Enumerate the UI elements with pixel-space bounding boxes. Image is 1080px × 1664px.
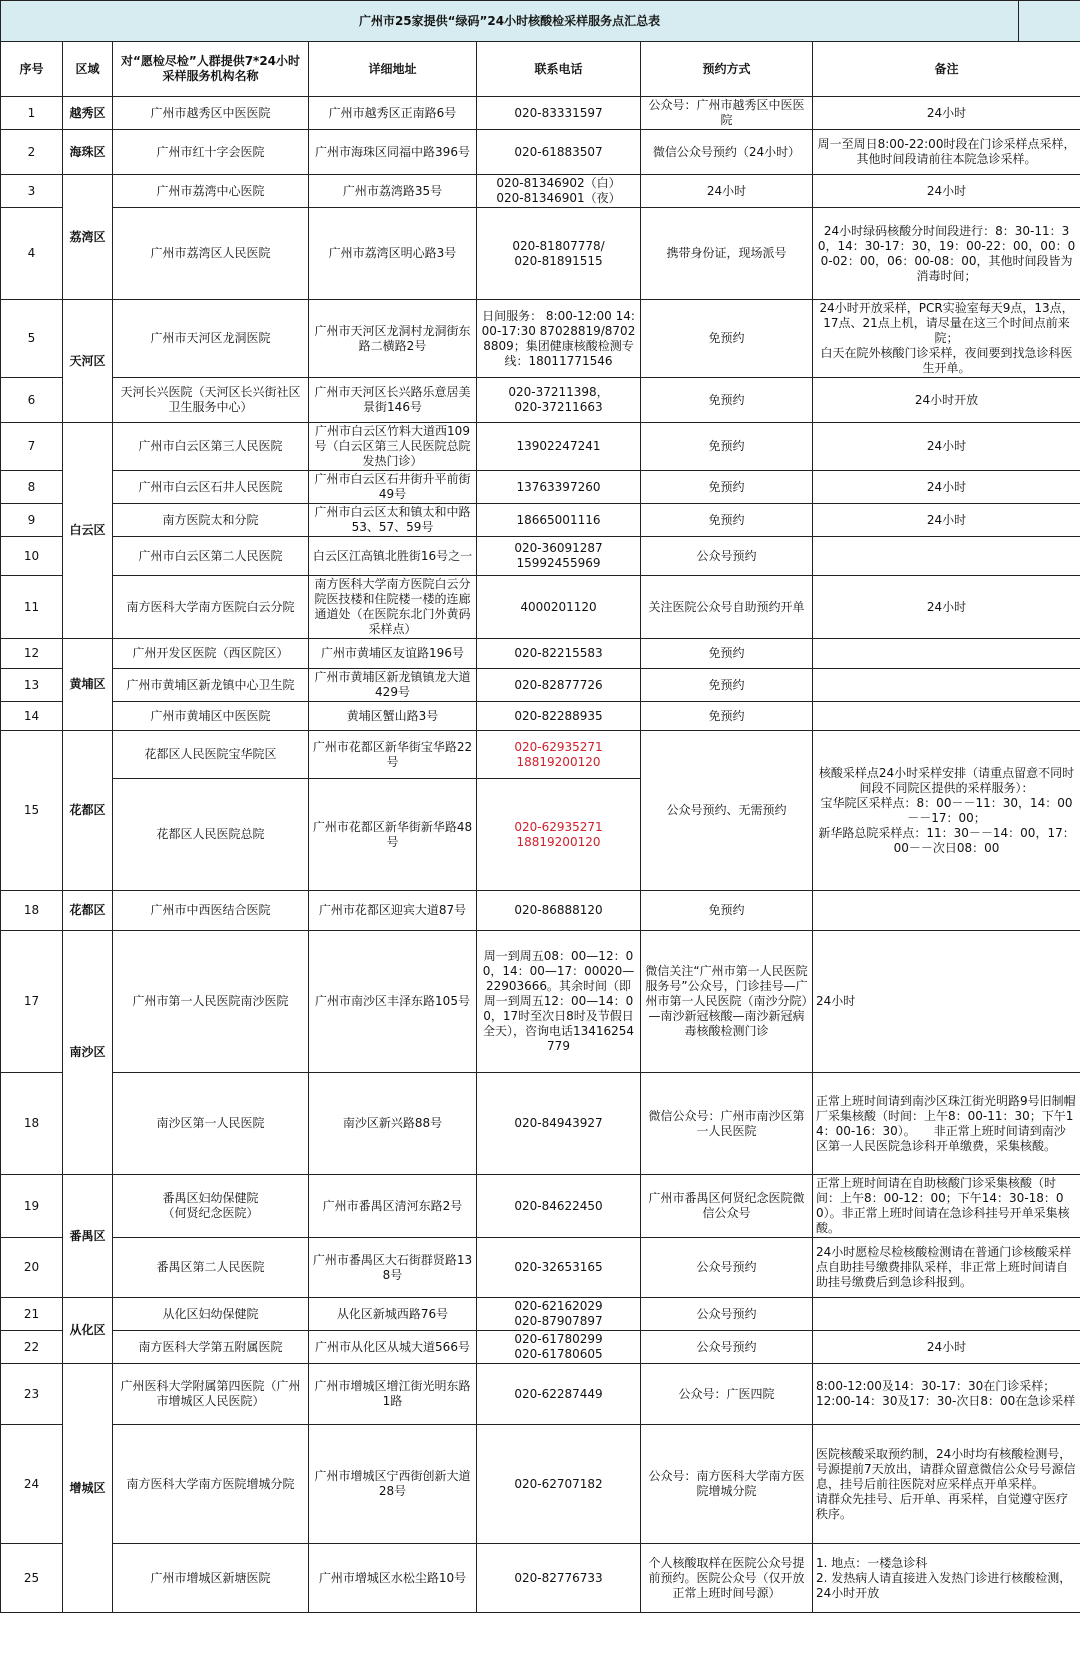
- institution-name-cell: 番禺区妇幼保健院 （何贤纪念医院）: [113, 1175, 309, 1238]
- table-row: [1, 423, 1080, 471]
- region-cell: 荔湾区: [63, 175, 113, 300]
- address-cell: 广州市越秀区正南路6号: [309, 97, 477, 130]
- title-blank-cell: [1019, 1, 1080, 42]
- booking-method-cell: 微信公众号预约（24小时）: [641, 130, 813, 175]
- address-cell: 白云区江高镇北胜街16号之一: [309, 537, 477, 576]
- booking-method-cell: 免预约: [641, 702, 813, 731]
- institution-name-cell: 南方医院太和分院: [113, 504, 309, 537]
- row-number-cell: 10: [1, 537, 63, 576]
- row-number-cell: 13: [1, 669, 63, 702]
- note-cell: [813, 891, 1080, 931]
- booking-method-cell: 公众号：广医四院: [641, 1364, 813, 1425]
- row-number-cell: 9: [1, 504, 63, 537]
- table-row: [1, 1073, 1080, 1175]
- phone-cell: 周一到周五08：00—12：00，14：00—17：00020—22903666。其余时间（即周一到周五12：00—14：00，17时至次日8时及节假日全天），咨询电话13416254779: [477, 931, 641, 1073]
- row-number-cell: 21: [1, 1298, 63, 1331]
- institution-name-cell: 广州市第一人民医院南沙医院: [113, 931, 309, 1073]
- header-no: 序号: [1, 42, 63, 97]
- row-number-cell: 18: [1, 891, 63, 931]
- booking-method-cell: 免预约: [641, 378, 813, 423]
- phone-cell: 020-82215583: [477, 639, 641, 669]
- header-phone: 联系电话: [477, 42, 641, 97]
- note-cell: 正常上班时间请到南沙区珠江街光明路9号旧制帽厂采集核酸（时间：上午8：00-11：30；下午14：00-16：30）。 非正常上班时间请到南沙区第一人民医院急诊科开单缴费，采集核酸。: [813, 1073, 1080, 1175]
- note-cell: 24小时: [813, 931, 1080, 1073]
- institution-name-cell: 广州市越秀区中医医院: [113, 97, 309, 130]
- institution-name-cell: 广州市荔湾中心医院: [113, 175, 309, 208]
- booking-method-cell: 公众号：广州市越秀区中医医院: [641, 97, 813, 130]
- address-cell: 南沙区新兴路88号: [309, 1073, 477, 1175]
- note-cell: 24小时: [813, 471, 1080, 504]
- table-row: [1, 1425, 1080, 1544]
- region-cell: 海珠区: [63, 130, 113, 175]
- address-cell: 广州市白云区竹料大道西109号（白云区第三人民医院总院发热门诊）: [309, 423, 477, 471]
- note-cell: [813, 537, 1080, 576]
- address-cell: 广州市荔湾区明心路3号: [309, 208, 477, 300]
- address-cell: 广州市白云区太和镇太和中路53、57、59号: [309, 504, 477, 537]
- institution-name-cell: 广州市天河区龙洞医院: [113, 300, 309, 378]
- institution-name-cell: 从化区妇幼保健院: [113, 1298, 309, 1331]
- phone-cell: 日间服务： 8:00-12:00 14:00-17:30 87028819/87028809；集团健康核酸检测专线：18011771546: [477, 300, 641, 378]
- note-cell: 核酸采样点24小时采样安排（请重点留意不同时间段不同院区提供的采样服务）： 宝华院区采样点：8：00－－11：30，14：00－－17：00； 新华路总院采样点：11：30－－14：00，17：00－－次日08：00: [813, 731, 1080, 891]
- booking-method-cell: 免预约: [641, 300, 813, 378]
- region-cell: 天河区: [63, 300, 113, 423]
- row-number-cell: 25: [1, 1544, 63, 1613]
- header-address: 详细地址: [309, 42, 477, 97]
- phone-cell: 020-62162029 020-87907897: [477, 1298, 641, 1331]
- note-cell: 24小时: [813, 175, 1080, 208]
- note-cell: 医院核酸采取预约制，24小时均有核酸检测号，号源提前7天放出，请群众留意微信公众号号源信息，挂号后前往医院对应采样点开单采样。 请群众先挂号、后开单、再采样，自觉遵守医疗秩序。: [813, 1425, 1080, 1544]
- institution-name-cell: 南方医科大学南方医院白云分院: [113, 576, 309, 639]
- row-number-cell: 14: [1, 702, 63, 731]
- phone-cell: 4000201120: [477, 576, 641, 639]
- address-cell: 广州市花都区新华街宝华路22号: [309, 731, 477, 779]
- table-row: [1, 504, 1080, 537]
- row-number-cell: 19: [1, 1175, 63, 1238]
- phone-cell: 020-61780299 020-61780605: [477, 1331, 641, 1364]
- institution-name-cell: 广州市白云区第三人民医院: [113, 423, 309, 471]
- table-row: [1, 1331, 1080, 1364]
- institution-name-cell: 广州市红十字会医院: [113, 130, 309, 175]
- page-title: 广州市25家提供“绿码”24小时核酸检采样服务点汇总表: [1, 1, 1019, 42]
- table-row: [1, 1364, 1080, 1425]
- institution-name-cell: 广州市黄埔区新龙镇中心卫生院: [113, 669, 309, 702]
- region-cell: 南沙区: [63, 931, 113, 1175]
- phone-cell: 020-81346902（白） 020-81346901（夜）: [477, 175, 641, 208]
- table-row: [1, 931, 1080, 1073]
- table-row: [1, 669, 1080, 702]
- phone-cell: 020-82776733: [477, 1544, 641, 1613]
- phone-cell: 020-62935271 18819200120: [477, 731, 641, 779]
- address-cell: 广州市增城区水松尘路10号: [309, 1544, 477, 1613]
- institution-name-cell: 番禺区第二人民医院: [113, 1238, 309, 1298]
- booking-method-cell: 公众号预约、无需预约: [641, 731, 813, 891]
- row-number-cell: 17: [1, 931, 63, 1073]
- row-number-cell: 6: [1, 378, 63, 423]
- table-row: [1, 175, 1080, 208]
- address-cell: 广州市天河区长兴路乐意居美景街146号: [309, 378, 477, 423]
- phone-cell: 020-62707182: [477, 1425, 641, 1544]
- institution-name-cell: 南沙区第一人民医院: [113, 1073, 309, 1175]
- note-cell: [813, 1298, 1080, 1331]
- row-number-cell: 18: [1, 1073, 63, 1175]
- booking-method-cell: 免预约: [641, 423, 813, 471]
- note-cell: 24小时: [813, 1331, 1080, 1364]
- note-cell: 24小时绿码核酸分时间段进行：8：30-11：30，14：30-17：30，19：00-22：00，00：00-02：00，06：00-08：00，其他时间段皆为消毒时间；: [813, 208, 1080, 300]
- institution-name-cell: 南方医科大学南方医院增城分院: [113, 1425, 309, 1544]
- table-row: [1, 300, 1080, 378]
- region-cell: 花都区: [63, 891, 113, 931]
- phone-cell: 020-84622450: [477, 1175, 641, 1238]
- table-row: [1, 639, 1080, 669]
- address-cell: 广州市黄埔区友谊路196号: [309, 639, 477, 669]
- phone-cell: 020-61883507: [477, 130, 641, 175]
- booking-method-cell: 广州市番禺区何贤纪念医院微信公众号: [641, 1175, 813, 1238]
- row-number-cell: 15: [1, 731, 63, 891]
- phone-cell: 13902247241: [477, 423, 641, 471]
- institution-name-cell: 广州市中西医结合医院: [113, 891, 309, 931]
- address-cell: 广州市白云区石井街升平前街49号: [309, 471, 477, 504]
- address-cell: 广州市花都区迎宾大道87号: [309, 891, 477, 931]
- institution-name-cell: 广州市增城区新塘医院: [113, 1544, 309, 1613]
- address-cell: 广州市番禺区大石街群贤路138号: [309, 1238, 477, 1298]
- row-number-cell: 8: [1, 471, 63, 504]
- region-cell: 白云区: [63, 423, 113, 639]
- address-cell: 广州市从化区从城大道566号: [309, 1331, 477, 1364]
- booking-method-cell: 公众号预约: [641, 1298, 813, 1331]
- note-cell: [813, 639, 1080, 669]
- phone-cell: 020-62287449: [477, 1364, 641, 1425]
- address-cell: 广州市花都区新华街新华路48号: [309, 779, 477, 891]
- phone-cell: 020-81807778/ 020-81891515: [477, 208, 641, 300]
- booking-method-cell: 携带身份证，现场派号: [641, 208, 813, 300]
- address-cell: 南方医科大学南方医院白云分院医技楼和住院楼一楼的连廊通道处（在医院东北门外黄码采样点）: [309, 576, 477, 639]
- row-number-cell: 3: [1, 175, 63, 208]
- header-row: [1, 42, 1080, 97]
- table-row: [1, 702, 1080, 731]
- header-region: 区域: [63, 42, 113, 97]
- region-cell: 花都区: [63, 731, 113, 891]
- booking-method-cell: 公众号：南方医科大学南方医院增城分院: [641, 1425, 813, 1544]
- table-row: [1, 537, 1080, 576]
- booking-method-cell: 免预约: [641, 471, 813, 504]
- note-cell: [813, 702, 1080, 731]
- institution-name-cell: 广州市白云区第二人民医院: [113, 537, 309, 576]
- table-row: [1, 891, 1080, 931]
- row-number-cell: 7: [1, 423, 63, 471]
- institution-name-cell: 南方医科大学第五附属医院: [113, 1331, 309, 1364]
- row-number-cell: 1: [1, 97, 63, 130]
- note-cell: 正常上班时间请在自助核酸门诊采集核酸（时间：上午8：00-12：00；下午14：30-18：00）。非正常上班时间请在急诊科挂号开单采集核酸。: [813, 1175, 1080, 1238]
- institution-name-cell: 广州开发区医院（西区院区）: [113, 639, 309, 669]
- table-body: [1, 97, 1080, 1613]
- address-cell: 黄埔区蟹山路3号: [309, 702, 477, 731]
- table-row: [1, 1238, 1080, 1298]
- region-cell: 番禺区: [63, 1175, 113, 1298]
- header-booking: 预约方式: [641, 42, 813, 97]
- booking-method-cell: 免预约: [641, 891, 813, 931]
- header-name: 对“愿检尽检”人群提供7*24小时采样服务机构名称: [113, 42, 309, 97]
- booking-method-cell: 关注医院公众号自助预约开单: [641, 576, 813, 639]
- phone-cell: 18665001116: [477, 504, 641, 537]
- address-cell: 广州市荔湾路35号: [309, 175, 477, 208]
- table-row: [1, 208, 1080, 300]
- phone-cell: 13763397260: [477, 471, 641, 504]
- address-cell: 广州市番禺区清河东路2号: [309, 1175, 477, 1238]
- institution-name-cell: 广州医科大学附属第四医院（广州市增城区人民医院）: [113, 1364, 309, 1425]
- phone-cell: 020-82877726: [477, 669, 641, 702]
- phone-cell: 020-36091287 15992455969: [477, 537, 641, 576]
- phone-cell: 020-32653165: [477, 1238, 641, 1298]
- note-cell: 24小时开放采样，PCR实验室每天9点，13点，17点、21点上机，请尽量在这三个时间点前来院； 白天在院外核酸门诊采样，夜间要到找急诊科医生开单。: [813, 300, 1080, 378]
- note-cell: 24小时: [813, 504, 1080, 537]
- note-cell: 24小时开放: [813, 378, 1080, 423]
- row-number-cell: 2: [1, 130, 63, 175]
- phone-cell: 020-83331597: [477, 97, 641, 130]
- note-cell: 24小时: [813, 97, 1080, 130]
- row-number-cell: 11: [1, 576, 63, 639]
- table-row: [1, 576, 1080, 639]
- table-row: [1, 731, 1080, 779]
- title-row: [1, 1, 1080, 42]
- table-row: [1, 1544, 1080, 1613]
- table-row: [1, 130, 1080, 175]
- booking-method-cell: 24小时: [641, 175, 813, 208]
- table-row: [1, 378, 1080, 423]
- table-row: [1, 1175, 1080, 1238]
- institution-name-cell: 花都区人民医院总院: [113, 779, 309, 891]
- row-number-cell: 20: [1, 1238, 63, 1298]
- row-number-cell: 23: [1, 1364, 63, 1425]
- booking-method-cell: 公众号预约: [641, 537, 813, 576]
- row-number-cell: 22: [1, 1331, 63, 1364]
- booking-method-cell: 微信公众号：广州市南沙区第一人民医院: [641, 1073, 813, 1175]
- note-cell: 8:00-12:00及14：30-17：30在门诊采样； 12:00-14：30及17：30-次日8：00在急诊采样: [813, 1364, 1080, 1425]
- booking-method-cell: 免预约: [641, 504, 813, 537]
- phone-cell: 020-84943927: [477, 1073, 641, 1175]
- table-row: [1, 471, 1080, 504]
- booking-method-cell: 个人核酸取样在医院公众号提前预约。医院公众号（仅开放正常上班时间号源）: [641, 1544, 813, 1613]
- phone-cell: 020-37211398， 020-37211663: [477, 378, 641, 423]
- note-cell: 1. 地点：一楼急诊科 2. 发热病人请直接进入发热门诊进行核酸检测，24小时开放: [813, 1544, 1080, 1613]
- address-cell: 广州市海珠区同福中路396号: [309, 130, 477, 175]
- table-row: [1, 1298, 1080, 1331]
- booking-method-cell: 免预约: [641, 669, 813, 702]
- address-cell: 广州市增城区宁西街创新大道28号: [309, 1425, 477, 1544]
- region-cell: 从化区: [63, 1298, 113, 1364]
- region-cell: 增城区: [63, 1364, 113, 1613]
- phone-cell: 020-62935271 18819200120: [477, 779, 641, 891]
- phone-cell: 020-86888120: [477, 891, 641, 931]
- note-cell: [813, 669, 1080, 702]
- institution-name-cell: 广州市白云区石井人民医院: [113, 471, 309, 504]
- row-number-cell: 12: [1, 639, 63, 669]
- booking-method-cell: 微信关注“广州市第一人民医院服务号”公众号，门诊挂号—广州市第一人民医院（南沙分院）—南沙新冠核酸—南沙新冠病毒核酸检测门诊: [641, 931, 813, 1073]
- note-cell: 24小时愿检尽检核酸检测请在普通门诊核酸采样点自助挂号缴费排队采样，非正常上班时间请自助挂号缴费后到急诊科报到。: [813, 1238, 1080, 1298]
- header-note: 备注: [813, 42, 1080, 97]
- address-cell: 广州市增城区增江街光明东路1路: [309, 1364, 477, 1425]
- institution-name-cell: 广州市黄埔区中医医院: [113, 702, 309, 731]
- row-number-cell: 4: [1, 208, 63, 300]
- address-cell: 广州市黄埔区新龙镇镇龙大道429号: [309, 669, 477, 702]
- institution-name-cell: 花都区人民医院宝华院区: [113, 731, 309, 779]
- institution-name-cell: 广州市荔湾区人民医院: [113, 208, 309, 300]
- row-number-cell: 24: [1, 1425, 63, 1544]
- address-cell: 广州市天河区龙洞村龙洞街东路二横路2号: [309, 300, 477, 378]
- address-cell: 广州市南沙区丰泽东路105号: [309, 931, 477, 1073]
- note-cell: 24小时: [813, 576, 1080, 639]
- booking-method-cell: 公众号预约: [641, 1238, 813, 1298]
- table-row: [1, 97, 1080, 130]
- region-cell: 越秀区: [63, 97, 113, 130]
- address-cell: 从化区新城西路76号: [309, 1298, 477, 1331]
- institution-name-cell: 天河长兴医院（天河区长兴街社区卫生服务中心）: [113, 378, 309, 423]
- row-number-cell: 5: [1, 300, 63, 378]
- booking-method-cell: 公众号预约: [641, 1331, 813, 1364]
- phone-cell: 020-82288935: [477, 702, 641, 731]
- booking-method-cell: 免预约: [641, 639, 813, 669]
- note-cell: 24小时: [813, 423, 1080, 471]
- note-cell: 周一至周日8:00-22:00时段在门诊采样点采样，其他时间段请前往本院急诊采样。: [813, 130, 1080, 175]
- region-cell: 黄埔区: [63, 639, 113, 731]
